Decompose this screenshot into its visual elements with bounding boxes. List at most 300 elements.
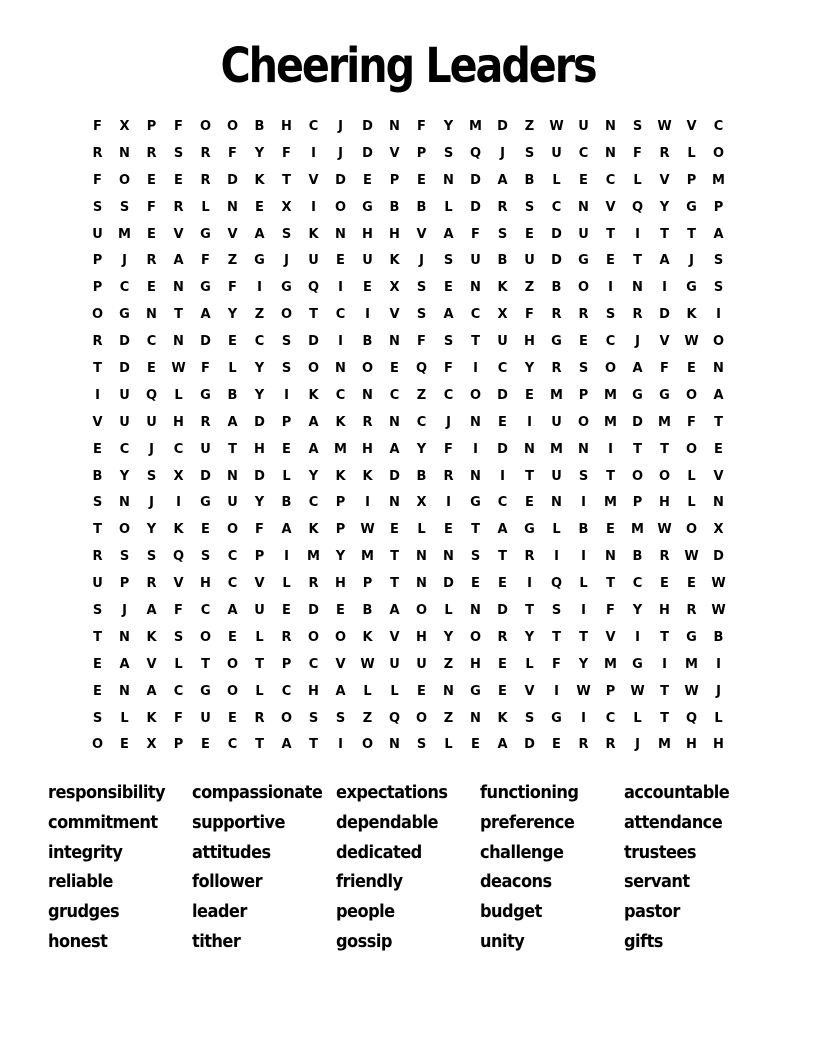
- grid-letter: D: [551, 253, 562, 269]
- grid-letter: S: [497, 226, 508, 242]
- grid-letter: N: [146, 307, 157, 323]
- page-title: Cheering Leaders: [220, 38, 596, 94]
- word-list-item: pastor: [624, 901, 680, 923]
- grid-letter: M: [658, 737, 671, 753]
- grid-letter: O: [469, 387, 482, 403]
- grid-letter: I: [527, 414, 532, 430]
- word-list-item: trustees: [624, 841, 696, 863]
- grid-letter: F: [201, 360, 210, 376]
- grid-letter: T: [390, 549, 399, 565]
- grid-letter: N: [362, 387, 373, 403]
- grid-letter: G: [362, 199, 373, 215]
- grid-letter: J: [419, 253, 424, 269]
- grid-letter: M: [550, 387, 563, 403]
- word-list-item: friendly: [336, 871, 403, 893]
- grid-letter: I: [581, 495, 586, 511]
- grid-letter: H: [713, 737, 724, 753]
- grid-letter: T: [525, 468, 534, 484]
- grid-letter: E: [201, 522, 210, 538]
- grid-letter: Y: [578, 656, 589, 672]
- word-list-item: tither: [192, 930, 241, 952]
- grid-letter: L: [417, 522, 426, 538]
- grid-letter: J: [689, 253, 694, 269]
- grid-letter: V: [659, 172, 670, 188]
- grid-letter: E: [444, 522, 453, 538]
- grid-letter: E: [228, 629, 237, 645]
- grid-letter: J: [635, 334, 640, 350]
- grid-letter: O: [712, 334, 725, 350]
- grid-letter: Q: [172, 549, 185, 565]
- grid-letter: Q: [685, 710, 698, 726]
- grid-letter: P: [389, 172, 400, 188]
- grid-letter: N: [443, 549, 454, 565]
- grid-letter: K: [335, 414, 346, 430]
- grid-letter: W: [549, 118, 564, 134]
- grid-letter: O: [712, 145, 725, 161]
- grid-letter: C: [308, 656, 319, 672]
- word-list-item: deacons: [480, 871, 552, 893]
- grid-letter: S: [92, 199, 103, 215]
- grid-letter: N: [632, 280, 643, 296]
- grid-letter: H: [362, 226, 373, 242]
- grid-letter: T: [660, 710, 669, 726]
- grid-letter: C: [443, 387, 454, 403]
- grid-letter: F: [633, 145, 642, 161]
- grid-letter: B: [254, 118, 265, 134]
- grid-letter: S: [524, 710, 535, 726]
- grid-letter: J: [635, 737, 640, 753]
- grid-letter: N: [470, 602, 481, 618]
- grid-letter: K: [308, 522, 319, 538]
- grid-letter: D: [713, 549, 724, 565]
- grid-letter: M: [685, 656, 698, 672]
- grid-letter: V: [416, 226, 427, 242]
- grid-letter: V: [713, 468, 724, 484]
- grid-letter: D: [119, 334, 130, 350]
- grid-letter: D: [335, 172, 346, 188]
- grid-letter: C: [335, 307, 346, 323]
- grid-letter: A: [497, 522, 508, 538]
- grid-letter: H: [254, 441, 265, 457]
- grid-letter: P: [92, 253, 103, 269]
- grid-letter: T: [255, 656, 264, 672]
- grid-letter: E: [660, 576, 669, 592]
- grid-letter: I: [716, 656, 721, 672]
- grid-letter: O: [685, 387, 698, 403]
- grid-letter: G: [254, 253, 265, 269]
- grid-letter: F: [147, 199, 156, 215]
- grid-letter: O: [658, 468, 671, 484]
- grid-letter: D: [497, 441, 508, 457]
- grid-letter: A: [389, 602, 400, 618]
- grid-letter: U: [227, 495, 238, 511]
- grid-letter: C: [227, 549, 238, 565]
- grid-letter: S: [173, 629, 184, 645]
- grid-letter: U: [551, 145, 562, 161]
- grid-letter: O: [577, 414, 590, 430]
- grid-letter: T: [606, 468, 615, 484]
- grid-letter: V: [146, 656, 157, 672]
- grid-letter: G: [686, 629, 697, 645]
- grid-letter: I: [446, 495, 451, 511]
- grid-letter: B: [416, 199, 427, 215]
- grid-letter: N: [551, 495, 562, 511]
- grid-letter: C: [173, 683, 184, 699]
- word-list-item: preference: [480, 811, 575, 833]
- grid-letter: E: [687, 360, 696, 376]
- grid-letter: L: [444, 737, 453, 753]
- word-list-item: gossip: [336, 930, 392, 952]
- grid-letter: T: [633, 441, 642, 457]
- grid-letter: U: [119, 414, 130, 430]
- grid-letter: R: [578, 737, 589, 753]
- grid-letter: T: [660, 441, 669, 457]
- grid-letter: P: [632, 495, 643, 511]
- grid-letter: T: [471, 522, 480, 538]
- grid-letter: T: [552, 629, 561, 645]
- grid-letter: E: [363, 172, 372, 188]
- grid-letter: F: [687, 414, 696, 430]
- grid-letter: I: [662, 656, 667, 672]
- grid-letter: F: [444, 441, 453, 457]
- grid-letter: S: [470, 549, 481, 565]
- grid-letter: I: [338, 334, 343, 350]
- grid-letter: S: [200, 549, 211, 565]
- grid-letter: Y: [443, 118, 454, 134]
- grid-letter: Z: [362, 710, 373, 726]
- grid-letter: J: [716, 683, 721, 699]
- grid-letter: E: [525, 226, 534, 242]
- grid-letter: L: [687, 145, 696, 161]
- grid-letter: U: [497, 334, 508, 350]
- grid-letter: C: [200, 602, 211, 618]
- grid-letter: S: [281, 360, 292, 376]
- grid-letter: A: [497, 737, 508, 753]
- grid-letter: A: [254, 226, 265, 242]
- grid-letter: H: [659, 602, 670, 618]
- grid-letter: P: [362, 576, 373, 592]
- word-list-item: gifts: [624, 930, 663, 952]
- grid-letter: H: [389, 226, 400, 242]
- grid-letter: S: [146, 549, 157, 565]
- grid-letter: J: [149, 495, 154, 511]
- grid-letter: L: [390, 683, 399, 699]
- grid-letter: P: [281, 414, 292, 430]
- grid-letter: Q: [415, 360, 428, 376]
- grid-letter: U: [92, 226, 103, 242]
- grid-letter: H: [173, 414, 184, 430]
- grid-letter: E: [390, 360, 399, 376]
- grid-letter: I: [365, 307, 370, 323]
- grid-letter: P: [281, 656, 292, 672]
- grid-letter: H: [335, 576, 346, 592]
- grid-letter: B: [362, 602, 373, 618]
- grid-letter: L: [282, 576, 291, 592]
- grid-letter: Y: [254, 145, 265, 161]
- grid-letter: K: [146, 710, 157, 726]
- grid-letter: I: [527, 576, 532, 592]
- grid-letter: C: [308, 118, 319, 134]
- grid-letter: R: [92, 549, 103, 565]
- grid-letter: N: [389, 495, 400, 511]
- grid-letter: E: [228, 334, 237, 350]
- grid-letter: J: [500, 145, 505, 161]
- grid-letter: D: [497, 118, 508, 134]
- grid-letter: W: [657, 522, 672, 538]
- grid-letter: L: [714, 710, 723, 726]
- grid-letter: K: [389, 253, 400, 269]
- grid-letter: O: [685, 441, 698, 457]
- grid-letter: C: [605, 710, 616, 726]
- grid-letter: O: [685, 522, 698, 538]
- grid-letter: M: [334, 441, 347, 457]
- grid-letter: L: [579, 576, 588, 592]
- grid-letter: R: [524, 549, 535, 565]
- grid-letter: N: [119, 495, 130, 511]
- grid-letter: X: [713, 522, 724, 538]
- grid-letter: M: [604, 495, 617, 511]
- grid-letter: Q: [388, 710, 401, 726]
- grid-letter: T: [714, 414, 723, 430]
- grid-letter: I: [284, 549, 289, 565]
- grid-letter: M: [712, 172, 725, 188]
- grid-letter: N: [119, 145, 130, 161]
- grid-letter: C: [497, 495, 508, 511]
- grid-letter: D: [308, 602, 319, 618]
- grid-letter: F: [552, 656, 561, 672]
- grid-letter: M: [604, 387, 617, 403]
- grid-letter: H: [200, 576, 211, 592]
- grid-letter: O: [469, 629, 482, 645]
- grid-letter: D: [362, 118, 373, 134]
- grid-letter: F: [228, 280, 237, 296]
- grid-letter: E: [390, 522, 399, 538]
- grid-letter: N: [713, 360, 724, 376]
- grid-letter: J: [122, 602, 127, 618]
- grid-letter: B: [389, 199, 400, 215]
- grid-letter: W: [684, 683, 699, 699]
- grid-letter: E: [579, 172, 588, 188]
- grid-letter: L: [444, 602, 453, 618]
- grid-letter: V: [173, 576, 184, 592]
- grid-letter: L: [255, 629, 264, 645]
- grid-letter: L: [552, 172, 561, 188]
- grid-letter: U: [362, 253, 373, 269]
- grid-letter: U: [551, 468, 562, 484]
- grid-letter: A: [173, 253, 184, 269]
- grid-letter: Y: [254, 360, 265, 376]
- grid-letter: A: [389, 441, 400, 457]
- grid-letter: C: [605, 334, 616, 350]
- grid-letter: I: [608, 441, 613, 457]
- grid-letter: P: [92, 280, 103, 296]
- grid-letter: R: [200, 172, 211, 188]
- grid-letter: M: [631, 522, 644, 538]
- grid-letter: D: [389, 468, 400, 484]
- grid-letter: F: [93, 118, 102, 134]
- grid-letter: R: [659, 145, 670, 161]
- grid-letter: D: [632, 414, 643, 430]
- grid-letter: C: [146, 334, 157, 350]
- grid-letter: C: [119, 441, 130, 457]
- grid-letter: T: [498, 549, 507, 565]
- grid-letter: L: [444, 199, 453, 215]
- grid-letter: G: [551, 334, 562, 350]
- grid-letter: I: [365, 495, 370, 511]
- grid-letter: A: [632, 360, 643, 376]
- grid-letter: H: [659, 495, 670, 511]
- grid-letter: T: [606, 576, 615, 592]
- grid-letter: E: [93, 656, 102, 672]
- grid-letter: N: [389, 334, 400, 350]
- grid-letter: N: [470, 414, 481, 430]
- grid-letter: K: [686, 307, 697, 323]
- grid-letter: E: [201, 737, 210, 753]
- grid-letter: O: [199, 118, 212, 134]
- grid-letter: U: [146, 414, 157, 430]
- grid-letter: V: [389, 145, 400, 161]
- grid-letter: E: [282, 441, 291, 457]
- grid-letter: K: [173, 522, 184, 538]
- grid-letter: H: [362, 441, 373, 457]
- word-list-item: people: [336, 901, 395, 923]
- grid-letter: D: [119, 360, 130, 376]
- grid-letter: E: [336, 602, 345, 618]
- grid-letter: S: [281, 334, 292, 350]
- grid-letter: O: [226, 522, 239, 538]
- grid-letter: O: [334, 199, 347, 215]
- grid-letter: O: [199, 629, 212, 645]
- grid-letter: A: [497, 172, 508, 188]
- grid-letter: V: [173, 226, 184, 242]
- grid-letter: U: [92, 576, 103, 592]
- grid-letter: I: [473, 441, 478, 457]
- grid-letter: E: [606, 522, 615, 538]
- grid-letter: P: [146, 118, 157, 134]
- grid-letter: U: [200, 441, 211, 457]
- grid-letter: O: [118, 172, 131, 188]
- grid-letter: R: [362, 414, 373, 430]
- grid-letter: F: [282, 145, 291, 161]
- grid-letter: O: [334, 629, 347, 645]
- grid-letter: K: [362, 468, 373, 484]
- word-list-item: leader: [192, 901, 247, 923]
- grid-letter: M: [604, 414, 617, 430]
- grid-letter: S: [713, 253, 724, 269]
- grid-letter: F: [417, 118, 426, 134]
- grid-letter: S: [416, 280, 427, 296]
- grid-letter: M: [118, 226, 131, 242]
- grid-letter: U: [254, 602, 265, 618]
- grid-letter: I: [284, 387, 289, 403]
- grid-letter: L: [687, 495, 696, 511]
- grid-letter: R: [92, 145, 103, 161]
- grid-letter: R: [497, 199, 508, 215]
- grid-letter: A: [443, 307, 454, 323]
- grid-letter: T: [93, 629, 102, 645]
- grid-letter: O: [226, 683, 239, 699]
- grid-letter: T: [471, 334, 480, 350]
- grid-letter: I: [635, 629, 640, 645]
- grid-letter: T: [228, 441, 237, 457]
- grid-letter: T: [579, 629, 588, 645]
- grid-letter: N: [605, 145, 616, 161]
- grid-letter: J: [122, 253, 127, 269]
- grid-letter: F: [417, 334, 426, 350]
- grid-letter: G: [119, 307, 130, 323]
- grid-letter: E: [120, 737, 129, 753]
- grid-letter: N: [416, 576, 427, 592]
- grid-letter: C: [227, 576, 238, 592]
- grid-letter: E: [174, 172, 183, 188]
- grid-letter: W: [576, 683, 591, 699]
- grid-letter: I: [554, 683, 559, 699]
- grid-letter: X: [497, 307, 508, 323]
- grid-letter: V: [335, 656, 346, 672]
- grid-letter: S: [281, 226, 292, 242]
- grid-letter: X: [416, 495, 427, 511]
- grid-letter: C: [308, 495, 319, 511]
- grid-letter: O: [226, 656, 239, 672]
- grid-letter: K: [497, 280, 508, 296]
- grid-letter: G: [200, 683, 211, 699]
- grid-letter: E: [363, 280, 372, 296]
- grid-letter: W: [684, 549, 699, 565]
- grid-letter: Z: [524, 118, 535, 134]
- grid-letter: C: [119, 280, 130, 296]
- grid-letter: E: [417, 172, 426, 188]
- grid-letter: U: [578, 226, 589, 242]
- grid-letter: H: [470, 656, 481, 672]
- grid-letter: D: [362, 145, 373, 161]
- grid-letter: E: [228, 710, 237, 726]
- grid-letter: G: [686, 280, 697, 296]
- grid-letter: B: [632, 549, 643, 565]
- grid-letter: T: [390, 576, 399, 592]
- grid-letter: D: [524, 737, 535, 753]
- word-list-item: functioning: [480, 782, 579, 803]
- grid-letter: N: [227, 468, 238, 484]
- word-list-item: reliable: [48, 871, 113, 893]
- grid-letter: W: [657, 118, 672, 134]
- grid-letter: E: [498, 576, 507, 592]
- grid-letter: Y: [254, 387, 265, 403]
- grid-letter: H: [308, 683, 319, 699]
- grid-letter: S: [713, 280, 724, 296]
- grid-letter: G: [200, 387, 211, 403]
- grid-letter: V: [524, 683, 535, 699]
- grid-letter: C: [416, 414, 427, 430]
- word-list-item: budget: [480, 901, 542, 923]
- grid-letter: W: [360, 656, 375, 672]
- grid-letter: B: [713, 629, 724, 645]
- grid-letter: K: [497, 710, 508, 726]
- grid-letter: F: [228, 145, 237, 161]
- word-list-item: commitment: [48, 811, 158, 833]
- grid-letter: V: [605, 629, 616, 645]
- grid-letter: S: [92, 495, 103, 511]
- grid-letter: E: [147, 172, 156, 188]
- grid-letter: D: [200, 468, 211, 484]
- grid-letter: Y: [524, 360, 535, 376]
- grid-letter: F: [174, 710, 183, 726]
- grid-letter: A: [335, 683, 346, 699]
- grid-letter: A: [308, 441, 319, 457]
- grid-letter: T: [93, 360, 102, 376]
- grid-letter: N: [578, 441, 589, 457]
- grid-letter: C: [389, 387, 400, 403]
- grid-letter: Y: [119, 468, 130, 484]
